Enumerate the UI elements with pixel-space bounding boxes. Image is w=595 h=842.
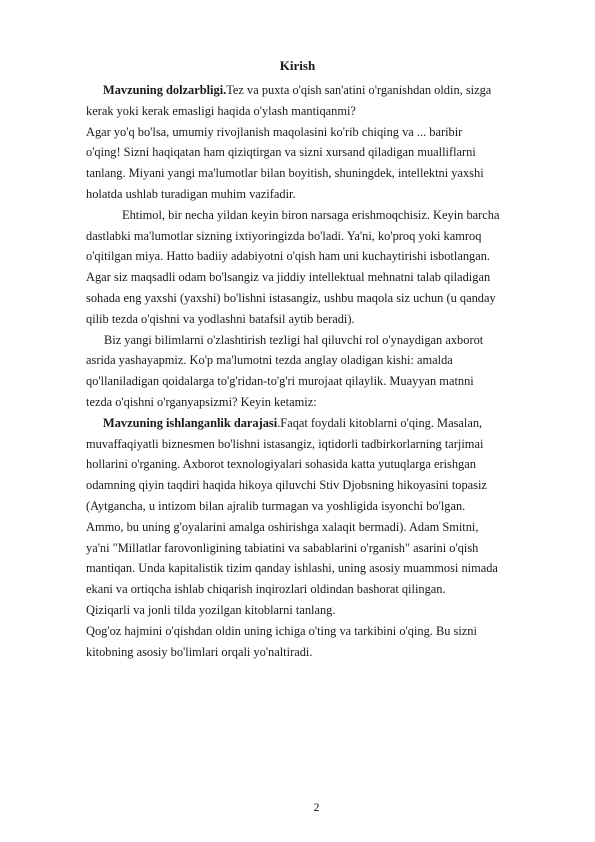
body-text xyxy=(86,80,556,662)
text-line xyxy=(86,600,556,621)
text-line xyxy=(86,392,556,413)
text-line xyxy=(86,80,556,101)
text-line xyxy=(86,558,556,579)
page-title: Kirish xyxy=(279,58,316,73)
text-line xyxy=(86,288,556,309)
line-text: tanlang. Miyani yangi ma'lumotlar bilan boyitish, shuningdek, intellektni yaxshi xyxy=(86,166,484,181)
line-text: Tez va puxta o'qish san'atini o'rganishdan oldin, sizga xyxy=(226,83,492,97)
text-line xyxy=(86,454,556,475)
text-line xyxy=(86,267,556,288)
line-text: Biz yangi bilimlarni o'zlashtirish tezligi hal qiluvchi rol o'ynaydigan axborot xyxy=(104,332,484,347)
line-text: Ammo, bu uning g'oyalarini amalga oshirishga xalaqit bermadi). Adam Smitni, xyxy=(86,519,479,534)
line-text: sohada eng yaxshi (yaxshi) bo'lishni istasangiz, ushbu maqola siz uchun (u qanday xyxy=(86,290,496,305)
text-line xyxy=(86,621,556,642)
line-text: qilib tezda o'qishni va yodlashni batafsil aytib beradi). xyxy=(86,311,355,326)
text-line xyxy=(86,122,556,143)
page-number: 2 xyxy=(313,800,320,814)
line-text: dastlabki ma'lumotlar sizning ixtiyoringizda bo'ladi. Ya'ni, ko'proq yoki kamroq xyxy=(86,228,482,243)
line-text: Ehtimol, bir necha yildan keyin biron narsaga erishmoqchisiz. Keyin barcha xyxy=(122,207,500,222)
line-text: odamning qiyin taqdiri haqida hikoya qiluvchi Stiv Djobsning hikoyasini topasiz xyxy=(86,478,487,493)
text-line xyxy=(86,226,556,247)
line-text: (Aytgancha, u intizom bilan ajralib turmagan va yoshligida isyonchi bo'lgan. xyxy=(86,498,466,513)
line-text: hollarini o'rganing. Axborot texnologiyalari sohasida katta yutuqlarga erishgan xyxy=(86,457,476,472)
line-text: kitobning asosiy bo'limlari orqali yo'naltiradi. xyxy=(86,644,313,659)
line-text: .Faqat foydali kitoblarni o'qing. Masalan, xyxy=(277,415,483,430)
text-line xyxy=(86,163,556,184)
text-line xyxy=(86,496,556,517)
line-text: Agar siz maqsadli odam bo'lsangiz va jiddiy intellektual mehnatni talab qiladigan xyxy=(86,270,491,285)
line-text: o'qing! Sizni haqiqatan ham qiziqtirgan va sizni xursand qiladigan mualliflarni xyxy=(86,145,476,160)
line-text: mantiqan. Unda kapitalistik tizim qanday ishlashi, uning asosiy muammosi nimada xyxy=(86,561,498,576)
text-line xyxy=(86,309,556,330)
line-text: asrida yashayapmiz. Ko'p ma'lumotni tezda anglay oladigan kishi: amalda xyxy=(86,353,453,368)
text-line xyxy=(86,579,556,600)
text-line xyxy=(86,101,556,122)
bold-heading: Mavzuning dolzarbligi. xyxy=(103,83,227,97)
line-text: ya'ni "Millatlar farovonligining tabiatini va sabablarini o'rganish" asarini o'qish xyxy=(86,540,479,555)
text-line xyxy=(86,434,556,455)
text-line xyxy=(86,142,556,163)
line-text: tezda o'qishni o'rganyapsizmi? Keyin ketamiz: xyxy=(86,394,317,409)
text-line xyxy=(86,246,556,267)
line-text: o'qitilgan miya. Hatto badiiy adabiyotni o'qish ham uni kuchaytirishi isbotlangan. xyxy=(86,249,491,264)
line-text: ekani va ortiqcha ishlab chiqarish inqirozlari oldindan bashorat qilingan. xyxy=(86,582,446,597)
text-line xyxy=(86,642,556,663)
line-text: Qiziqarli va jonli tilda yozilgan kitoblarni tanlang. xyxy=(86,602,336,617)
text-line xyxy=(86,184,556,205)
line-text: holatda ushlab turadigan muhim vazifadir. xyxy=(86,186,296,201)
line-text: kerak yoki kerak emasligi haqida o'ylash mantiqanmi? xyxy=(86,103,356,118)
bold-heading: Mavzuning ishlanganlik darajasi xyxy=(103,415,278,430)
line-text: Agar yo'q bo'lsa, umumiy rivojlanish maqolasini ko'rib chiqing va ... baribir xyxy=(86,124,463,139)
text-line xyxy=(86,205,556,226)
text-line xyxy=(86,413,556,434)
text-line xyxy=(86,350,556,371)
text-line xyxy=(86,475,556,496)
line-text: qo'llaniladigan qoidalarga to'g'ridan-to'g'ri murojaat qilaylik. Muayyan matnni xyxy=(86,374,474,389)
text-line xyxy=(86,371,556,392)
line-text: Qog'oz hajmini o'qishdan oldin uning ichiga o'ting va tarkibini o'qing. Bu sizni xyxy=(86,623,477,638)
line-text: muvaffaqiyatli biznesmen bo'lishni istasangiz, iqtidorli tadbirkorlarning tarjimai xyxy=(86,436,484,451)
text-line xyxy=(86,517,556,538)
text-line xyxy=(86,330,556,351)
text-line xyxy=(86,538,556,559)
